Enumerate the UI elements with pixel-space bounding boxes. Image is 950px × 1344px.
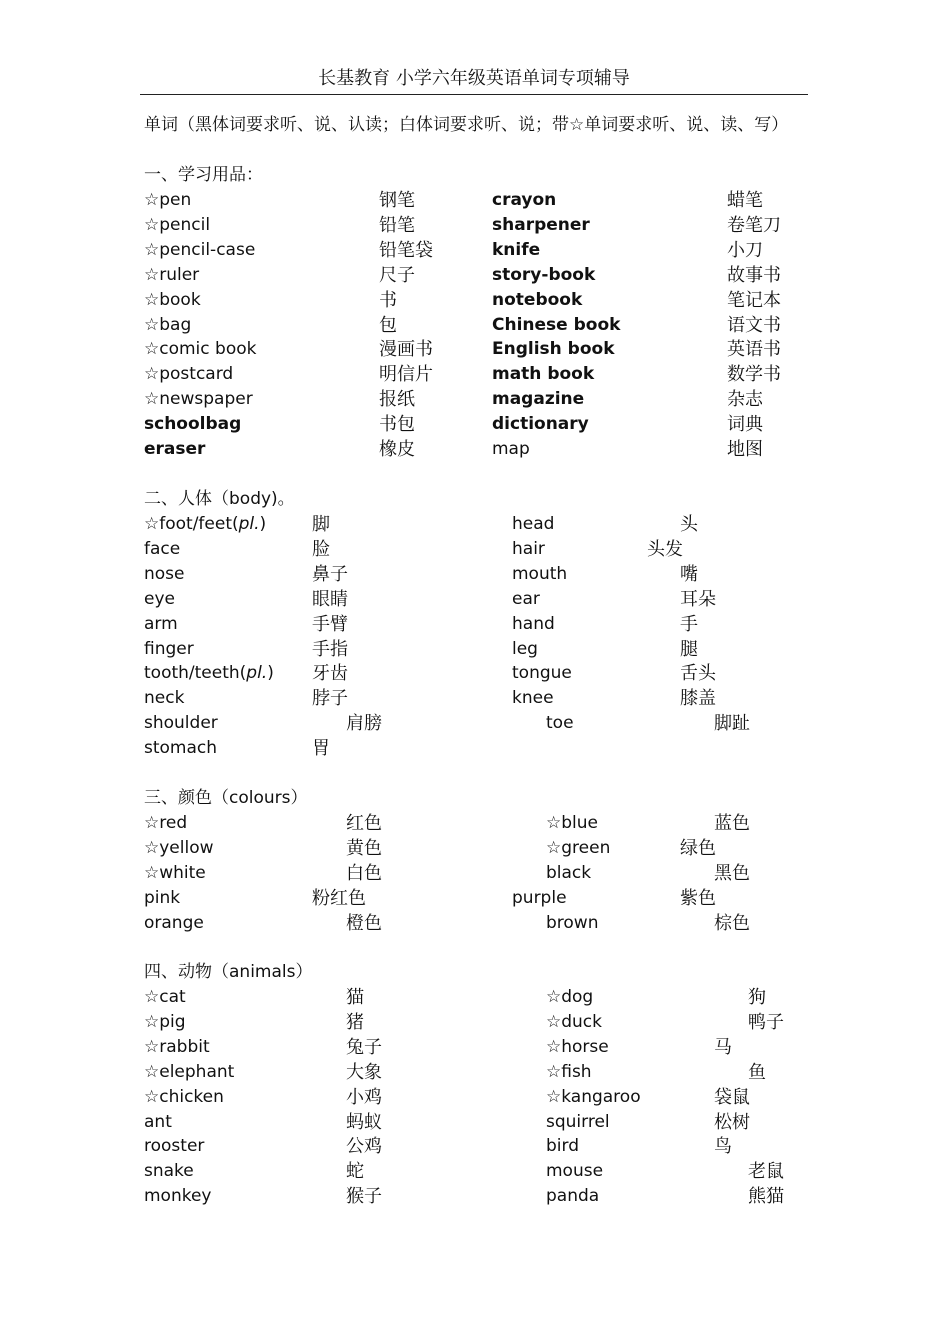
word-chinese: 松树 xyxy=(714,1111,750,1133)
word-chinese: 红色 xyxy=(346,813,382,834)
word-chinese: 手 xyxy=(680,613,698,635)
word-english: story-book xyxy=(492,264,596,285)
word-chinese: 尺子 xyxy=(379,264,415,286)
heading-colours: 三、颜色（colours） xyxy=(144,788,308,808)
word-chinese: 公鸡 xyxy=(346,1136,382,1158)
word-english: mouse xyxy=(546,1161,604,1182)
word-chinese: 鸟 xyxy=(714,1136,732,1158)
word-chinese: 黑色 xyxy=(714,862,750,884)
word-english: math book xyxy=(492,364,595,385)
word-chinese: 袋鼠 xyxy=(714,1086,750,1108)
word-english: ant xyxy=(144,1111,172,1132)
word-chinese: 小刀 xyxy=(727,239,763,261)
word-chinese: 鸭子 xyxy=(748,1011,784,1033)
word-english: ear xyxy=(512,588,540,609)
word-chinese: 脖子 xyxy=(312,688,348,710)
word-chinese: 卷笔刀 xyxy=(727,214,781,236)
heading-school-supplies: 一、学习用品： xyxy=(144,165,263,185)
word-chinese: 舌头 xyxy=(680,663,716,685)
word-english: ☆horse xyxy=(546,1036,609,1057)
word-english: brown xyxy=(546,912,599,933)
word-chinese: 书 xyxy=(379,289,397,311)
word-chinese: 蜡笔 xyxy=(727,190,763,211)
word-english: notebook xyxy=(492,289,583,310)
word-english: stomach xyxy=(144,738,218,759)
word-english: English book xyxy=(492,339,615,360)
word-english: crayon xyxy=(492,190,557,210)
word-chinese: 蓝色 xyxy=(714,813,750,834)
word-english: ☆elephant xyxy=(144,1061,235,1082)
word-english: bird xyxy=(546,1136,579,1157)
word-english: schoolbag xyxy=(144,414,242,435)
word-english: ☆bag xyxy=(144,314,192,335)
word-english: ☆pencil xyxy=(144,214,211,235)
word-english: ☆yellow xyxy=(144,837,214,858)
word-english: ☆ruler xyxy=(144,264,200,285)
word-english: nose xyxy=(144,563,185,584)
word-english: ☆pig xyxy=(144,1011,186,1032)
word-english: ☆book xyxy=(144,289,201,310)
word-chinese: 头发 xyxy=(647,538,683,560)
word-chinese: 书包 xyxy=(379,414,415,436)
word-chinese: 铅笔袋 xyxy=(379,239,433,261)
word-english: monkey xyxy=(144,1186,212,1207)
word-chinese: 兔子 xyxy=(346,1036,382,1058)
word-english: ☆comic book xyxy=(144,339,257,360)
word-chinese: 脸 xyxy=(312,538,330,560)
word-english: toe xyxy=(546,713,574,734)
word-english: ☆pen xyxy=(144,190,192,210)
document-header: 长基教育 小学六年级英语单词专项辅导 xyxy=(318,68,630,89)
word-english: ☆cat xyxy=(144,987,186,1007)
word-chinese: 英语书 xyxy=(727,339,781,361)
word-chinese: 鼻子 xyxy=(312,563,348,585)
word-chinese: 膝盖 xyxy=(680,688,716,710)
word-english: panda xyxy=(546,1186,600,1207)
word-chinese: 猪 xyxy=(346,1011,364,1033)
word-chinese: 数学书 xyxy=(727,364,781,386)
word-chinese: 老鼠 xyxy=(748,1161,784,1183)
word-english: ☆foot/feet(pl.) xyxy=(144,514,267,534)
word-chinese: 牙齿 xyxy=(312,663,348,685)
word-english: leg xyxy=(512,638,538,659)
word-chinese: 头 xyxy=(680,514,698,535)
word-chinese: 包 xyxy=(379,314,397,336)
word-english: arm xyxy=(144,613,178,634)
word-english: knife xyxy=(492,239,541,260)
word-english: magazine xyxy=(492,389,585,410)
word-english: ☆blue xyxy=(546,813,598,833)
word-english: eye xyxy=(144,588,175,609)
word-chinese: 橡皮 xyxy=(379,439,415,460)
word-chinese: 报纸 xyxy=(379,389,415,411)
word-english: ☆duck xyxy=(546,1011,602,1032)
word-english: ☆kangaroo xyxy=(546,1086,641,1107)
word-chinese: 大象 xyxy=(346,1061,382,1083)
word-chinese: 杂志 xyxy=(727,389,763,411)
word-english: black xyxy=(546,862,592,883)
word-chinese: 蚂蚁 xyxy=(346,1111,382,1133)
word-chinese: 腿 xyxy=(680,638,698,660)
word-english: hand xyxy=(512,613,555,634)
word-chinese: 明信片 xyxy=(379,364,433,386)
word-chinese: 猴子 xyxy=(346,1186,382,1208)
word-english: ☆green xyxy=(546,837,611,858)
word-chinese: 词典 xyxy=(727,414,763,436)
word-chinese: 地图 xyxy=(727,439,763,460)
word-chinese: 狗 xyxy=(748,987,766,1008)
word-chinese: 脚 xyxy=(312,514,330,535)
word-english: snake xyxy=(144,1161,194,1182)
word-english: ☆pencil-case xyxy=(144,239,256,260)
word-english: orange xyxy=(144,912,204,933)
word-chinese: 马 xyxy=(714,1036,732,1058)
word-english: pink xyxy=(144,887,181,908)
word-english: purple xyxy=(512,887,567,908)
word-chinese: 脚趾 xyxy=(714,713,750,735)
word-english: ☆red xyxy=(144,813,188,833)
word-english: tongue xyxy=(512,663,572,684)
word-english: dictionary xyxy=(492,414,589,435)
word-english: mouth xyxy=(512,563,568,584)
word-chinese: 钢笔 xyxy=(379,190,415,211)
heading-body: 二、人体（body)。 xyxy=(144,489,295,509)
word-english: squirrel xyxy=(546,1111,610,1132)
word-chinese: 肩膀 xyxy=(346,713,382,735)
word-chinese: 语文书 xyxy=(727,314,781,336)
word-chinese: 鱼 xyxy=(748,1061,766,1083)
word-english: finger xyxy=(144,638,194,659)
word-chinese: 笔记本 xyxy=(727,289,781,311)
word-chinese: 小鸡 xyxy=(346,1086,382,1108)
word-english: Chinese book xyxy=(492,314,621,335)
word-chinese: 黄色 xyxy=(346,837,382,859)
word-chinese: 手指 xyxy=(312,638,348,660)
word-chinese: 耳朵 xyxy=(680,588,716,610)
word-english: tooth/teeth(pl.) xyxy=(144,663,274,684)
word-chinese: 棕色 xyxy=(714,912,750,934)
word-chinese: 蛇 xyxy=(346,1161,364,1183)
word-english: face xyxy=(144,538,181,559)
word-chinese: 熊猫 xyxy=(748,1186,784,1208)
word-chinese: 猫 xyxy=(346,987,364,1008)
word-english: ☆chicken xyxy=(144,1086,224,1107)
word-chinese: 胃 xyxy=(312,738,330,760)
word-english: map xyxy=(492,439,530,459)
word-english: neck xyxy=(144,688,185,709)
word-english: shoulder xyxy=(144,713,218,734)
heading-animals: 四、动物（animals） xyxy=(144,962,313,982)
word-chinese: 粉红色 xyxy=(312,887,366,909)
word-chinese: 绿色 xyxy=(680,837,716,859)
word-english: rooster xyxy=(144,1136,205,1157)
word-english: hair xyxy=(512,538,545,559)
word-chinese: 眼睛 xyxy=(312,588,348,610)
word-english: ☆newspaper xyxy=(144,389,253,410)
word-english: ☆rabbit xyxy=(144,1036,210,1057)
word-english: sharpener xyxy=(492,214,590,235)
header-rule xyxy=(140,94,808,95)
word-english: ☆dog xyxy=(546,987,594,1007)
word-english: knee xyxy=(512,688,554,709)
word-chinese: 嘴 xyxy=(680,563,698,585)
word-english: ☆white xyxy=(144,862,206,883)
intro-paragraph: 单词（黑体词要求听、说、认读；白体词要求听、说；带☆单词要求听、说、读、写） xyxy=(144,115,789,135)
word-chinese: 漫画书 xyxy=(379,339,433,361)
word-english: ☆postcard xyxy=(144,364,234,385)
word-chinese: 白色 xyxy=(346,862,382,884)
word-english: eraser xyxy=(144,439,206,459)
word-chinese: 故事书 xyxy=(727,264,781,286)
word-chinese: 手臂 xyxy=(312,613,348,635)
word-chinese: 紫色 xyxy=(680,887,716,909)
word-chinese: 橙色 xyxy=(346,912,382,934)
word-english: ☆fish xyxy=(546,1061,592,1082)
word-english: head xyxy=(512,514,555,534)
word-chinese: 铅笔 xyxy=(379,214,415,236)
